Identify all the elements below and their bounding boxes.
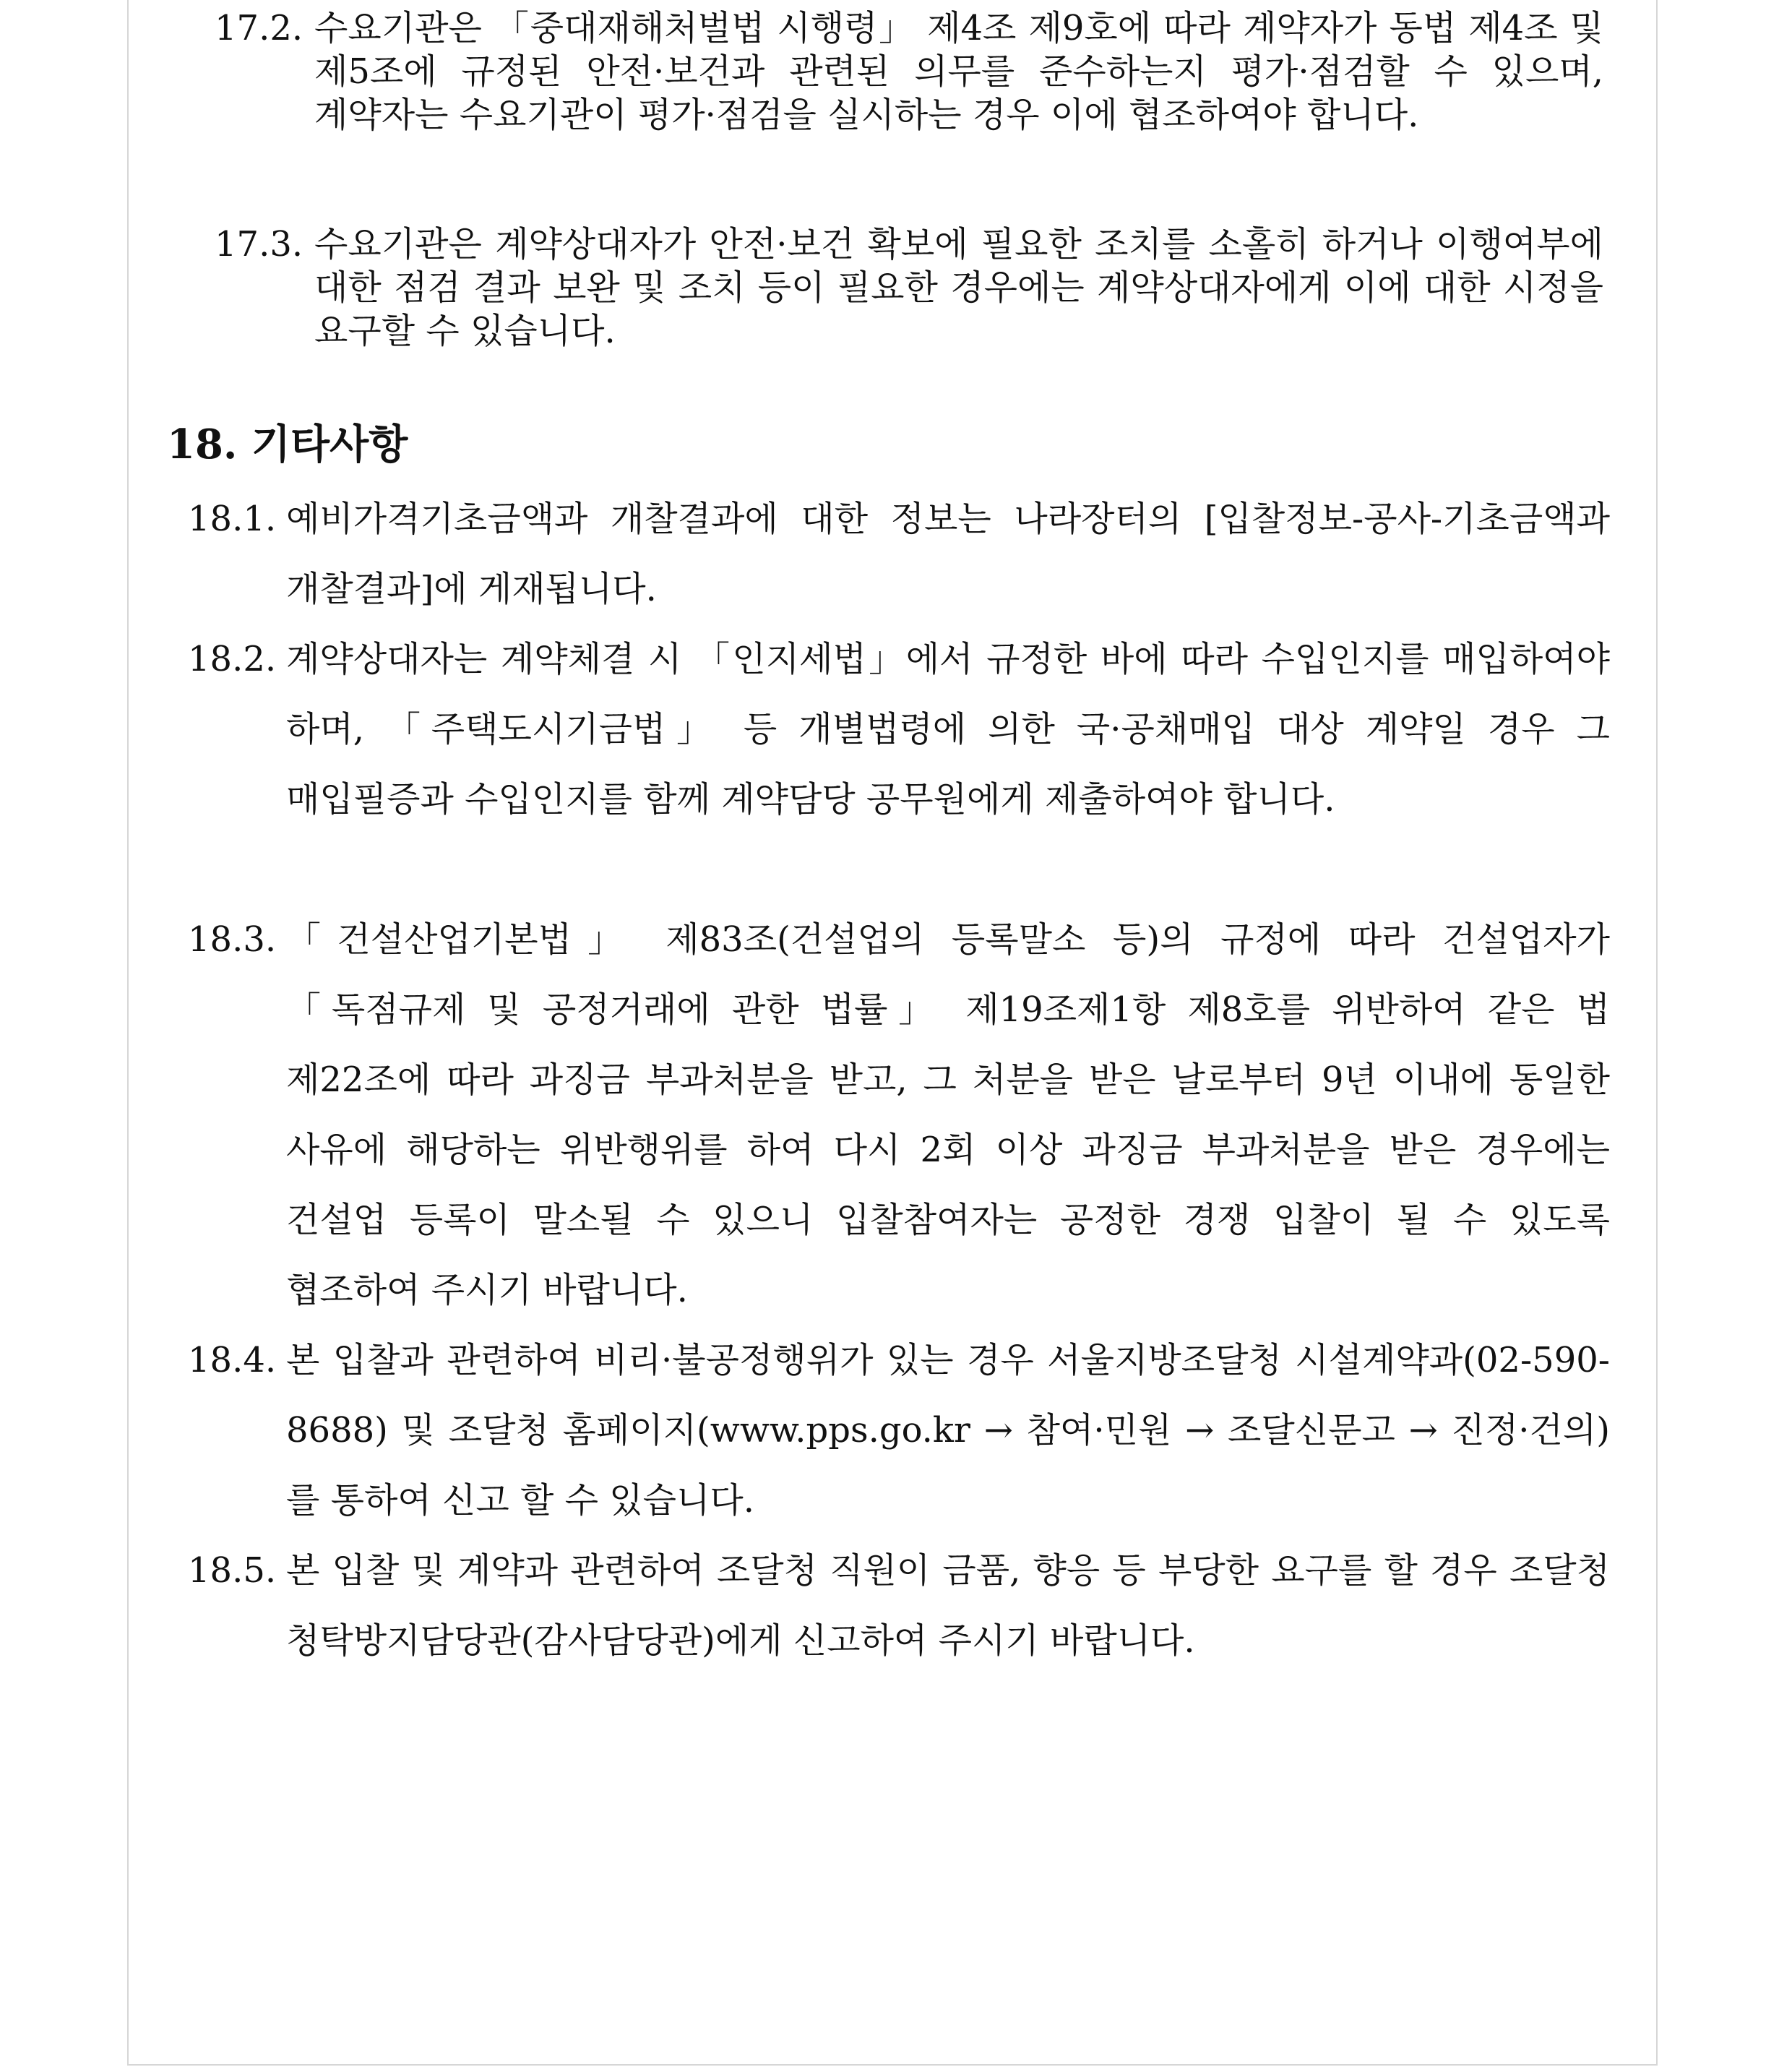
clause-18-1 (188, 484, 1610, 624)
clause-number: 18.2. (188, 639, 277, 679)
clause-text: 수요기관은 「중대재해처벌법 시행령」 제4조 제9호에 따라 계약자가 동법 제4조 및 제5조에 규정된 안전·보건과 관련된 의무를 준수하는지 평가·점검할 수 있으며, 계약자는 수요기관이 평가·점검을 실시하는 경우 이에 협조하여야 합니다. (314, 8, 1603, 135)
clause-text: 예비가격기초금액과 개찰결과에 대한 정보는 나라장터의 [입찰정보-공사-기초금액과 개찰결과]에 게재됩니다. (286, 499, 1610, 609)
clause-text: 계약상대자는 계약체결 시 「인지세법」에서 규정한 바에 따라 수입인지를 매입하여야 하며, 「주택도시기금법」 등 개별법령에 의한 국·공채매입 대상 계약일 경우 그 매입필증과 수입인지를 함께 계약담당 공무원에게 제출하여야 합니다. (286, 639, 1610, 820)
clause-17-3 (215, 223, 1603, 353)
clause-text: 본 입찰 및 계약과 관련하여 조달청 직원이 금품, 향응 등 부당한 요구를 할 경우 조달청 청탁방지담당관(감사담당관)에게 신고하여 주시기 바랍니다. (286, 1550, 1610, 1661)
section-heading: 18. 기타사항 (167, 421, 408, 468)
clause-text: 본 입찰과 관련하여 비리·불공정행위가 있는 경우 서울지방조달청 시설계약과(02-590-8688) 및 조달청 홈페이지(www.pps.go.kr → 참여·민원 → 조달신문고 → 진정·건의)를 통하여 신고 할 수 있습니다. (286, 1340, 1610, 1521)
clause-number: 18.3. (188, 919, 277, 960)
clause-17-2 (215, 7, 1603, 137)
clause-18-4 (188, 1325, 1610, 1536)
clause-number: 18.1. (188, 499, 277, 539)
clause-18-3 (188, 905, 1610, 1325)
clause-number: 18.4. (188, 1340, 277, 1380)
clause-number: 17.3. (215, 224, 303, 265)
clause-number: 17.2. (215, 8, 303, 48)
clause-18-5 (188, 1536, 1610, 1676)
clause-text: 수요기관은 계약상대자가 안전·보건 확보에 필요한 조치를 소홀히 하거나 이행여부에 대한 점검 결과 보완 및 조치 등이 필요한 경우에는 계약상대자에게 이에 대한 시정을 요구할 수 있습니다. (314, 224, 1603, 351)
clause-text: 「건설산업기본법」 제83조(건설업의 등록말소 등)의 규정에 따라 건설업자가 「독점규제 및 공정거래에 관한 법률」 제19조제1항 제8호를 위반하여 같은 법 제22조에 따라 과징금 부과처분을 받고, 그 처분을 받은 날로부터 9년 이내에 동일한 사유에 해당하는 위반행위를 하여 다시 2회 이상 과징금 부과처분을 받은 경우에는 건설업 등록이 말소될 수 있으니 입찰참여자는 공정한 경쟁 입찰이 될 수 있도록 협조하여 주시기 바랍니다. (286, 919, 1610, 1310)
clause-18-2 (188, 624, 1610, 835)
clause-number: 18.5. (188, 1550, 277, 1591)
